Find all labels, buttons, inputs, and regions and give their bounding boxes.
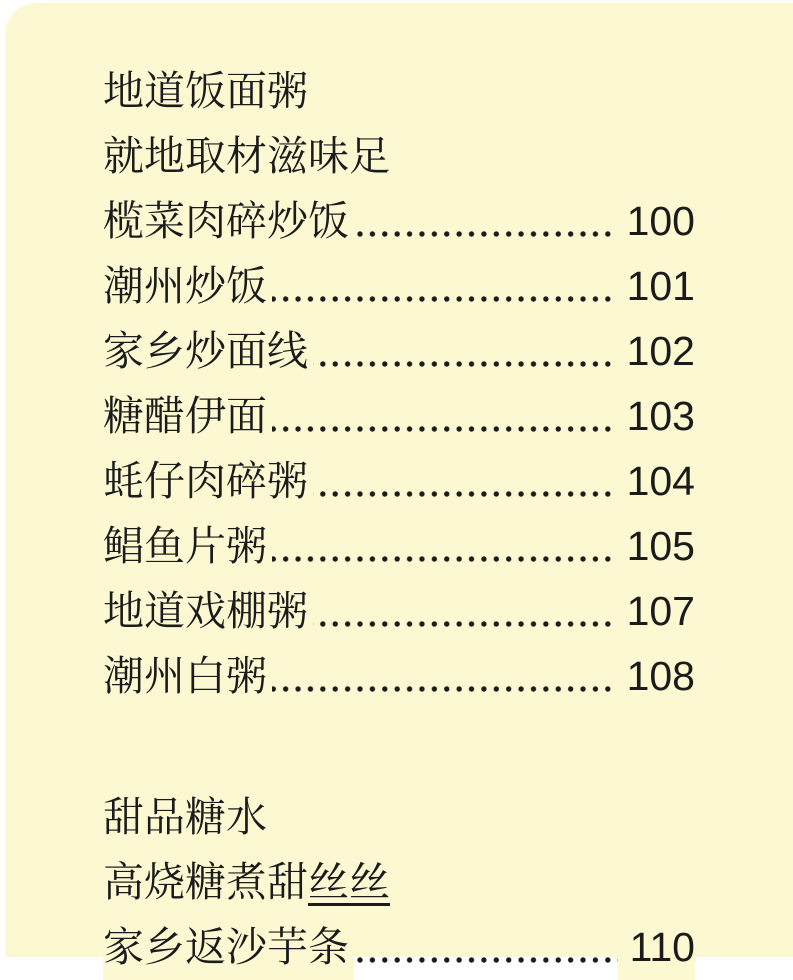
section-subtitle (103, 850, 695, 915)
toc-entry (103, 254, 695, 319)
toc-entry (103, 579, 695, 644)
toc-entry (103, 915, 695, 980)
entry-title: 榄菜肉碎炒饭 (103, 189, 354, 254)
entry-page-number: 103 (615, 384, 695, 449)
entry-title: 家乡返沙芋条 (103, 915, 354, 980)
entry-title: 家乡炒面线 (103, 319, 313, 384)
entry-page-number: 101 (615, 254, 695, 319)
entry-page-number: 104 (615, 449, 695, 514)
entry-page-number: 110 (618, 915, 695, 980)
toc-entry (103, 514, 695, 579)
entry-list (103, 189, 695, 709)
entry-page-number: 108 (615, 644, 695, 709)
entry-title: 糖醋伊面 (103, 384, 272, 449)
menu-page-panel (5, 3, 793, 957)
toc-entry (103, 319, 695, 384)
entry-list (103, 915, 695, 980)
entry-title: 潮州炒饭 (103, 254, 272, 319)
toc-section (103, 785, 695, 980)
toc-entry (103, 449, 695, 514)
section-subtitle-main: 高烧糖煮甜 (103, 859, 308, 905)
entry-title: 地道戏棚粥 (103, 579, 313, 644)
entry-page-number: 100 (615, 189, 695, 254)
section-subtitle-underlined: 丝丝 (308, 859, 390, 905)
entry-page-number: 107 (615, 579, 695, 644)
toc-entry (103, 384, 695, 449)
entry-title: 鲳鱼片粥 (103, 514, 272, 579)
section-subtitle-main: 就地取材滋味足 (103, 133, 390, 179)
toc-entry (103, 644, 695, 709)
toc-section (103, 59, 695, 709)
section-heading: 甜品糖水 (103, 785, 695, 850)
entry-page-number: 105 (615, 514, 695, 579)
section-heading: 地道饭面粥 (103, 59, 695, 124)
entry-page-number: 102 (615, 319, 695, 384)
toc-entry (103, 189, 695, 254)
entry-title: 潮州白粥 (103, 644, 272, 709)
section-subtitle (103, 124, 695, 189)
toc (5, 3, 695, 980)
entry-title: 蚝仔肉碎粥 (103, 449, 313, 514)
